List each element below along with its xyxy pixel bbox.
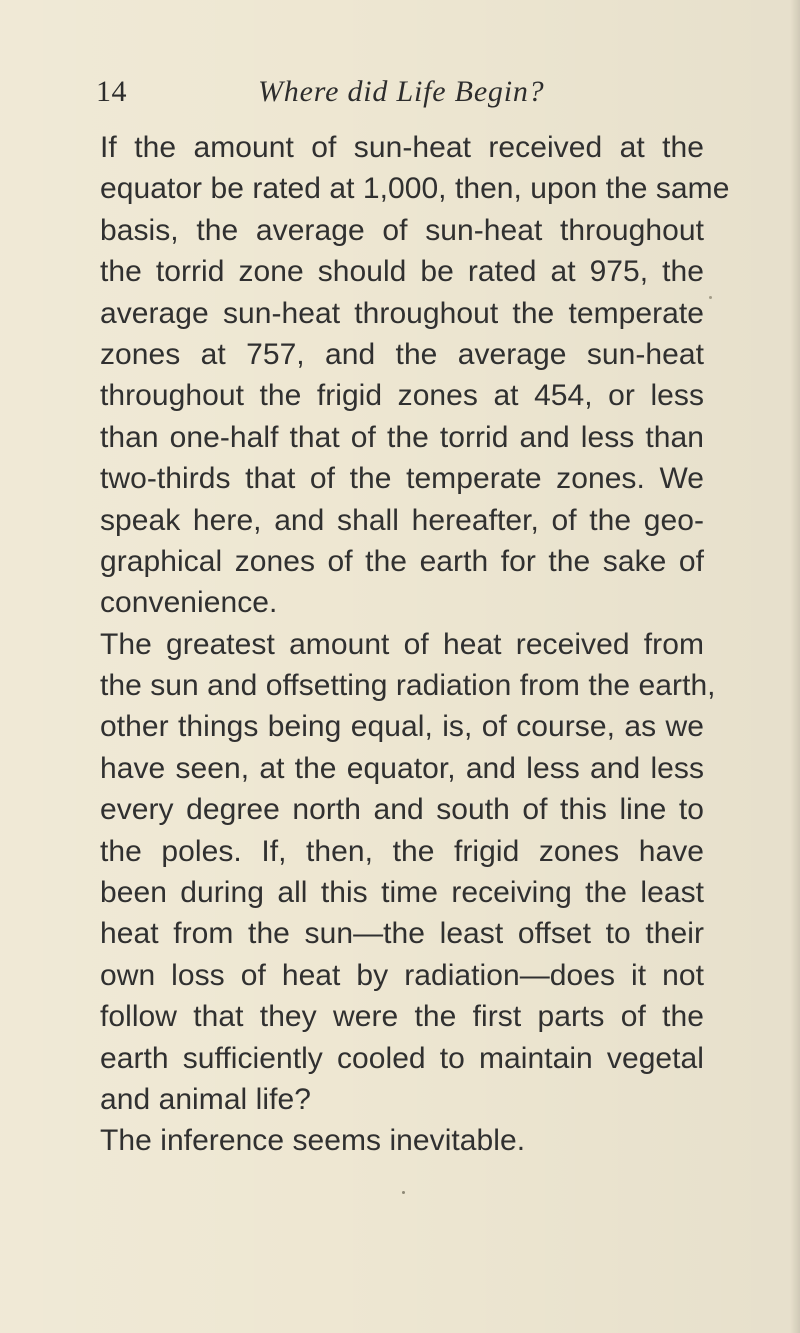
page-edge-shadow [790,0,800,1333]
text-line: follow that they were the first parts of the [100,1000,704,1034]
text-line: equator be rated at 1,000, then, upon the same [100,172,730,206]
text-line: and animal life? [100,1082,311,1116]
text-line: been during all this time receiving the least [100,876,704,910]
text-line: zones at 757, and the average sun-heat [100,337,704,371]
text-line: have seen, at the equator, and less and less [100,751,704,785]
text-line: own loss of heat by radiation—does it not [100,958,704,992]
text-line: speak here, and shall hereafter, of the geo- [100,503,704,537]
text-line: heat from the sun—the least offset to their [100,917,704,951]
text-line: throughout the frigid zones at 454, or less [100,379,704,413]
text-line: convenience. [100,586,278,620]
text-line: the sun and offsetting radiation from the earth, [100,669,716,703]
page-number: 14 [96,75,127,108]
text-line: two-thirds that of the temperate zones. We [100,462,704,496]
text-line: If the amount of sun-heat received at the [100,131,704,164]
text-line: graphical zones of the earth for the sake of [100,544,704,578]
text-line: the poles. If, then, the frigid zones have [100,834,704,868]
text-line: other things being equal, is, of course, as we [100,710,704,744]
text-line: The inference seems inevitable. [100,1124,526,1158]
text-line: basis, the average of sun-heat throughout [100,213,704,247]
text-line: The greatest amount of heat received from [100,627,704,661]
text-line: than one-half that of the torrid and less than [100,420,704,454]
text-line: earth sufficiently cooled to maintain vegetal [100,1041,704,1075]
text-line: average sun-heat throughout the temperate [100,296,704,330]
text-line: the torrid zone should be rated at 975, the [100,255,704,289]
paper-speck [709,296,712,299]
running-title: Where did Life Begin? [258,75,545,108]
text-line: every degree north and south of this line to [100,793,704,827]
paper-dot [402,1191,405,1194]
running-header [0,72,800,116]
body-text [100,127,730,1162]
